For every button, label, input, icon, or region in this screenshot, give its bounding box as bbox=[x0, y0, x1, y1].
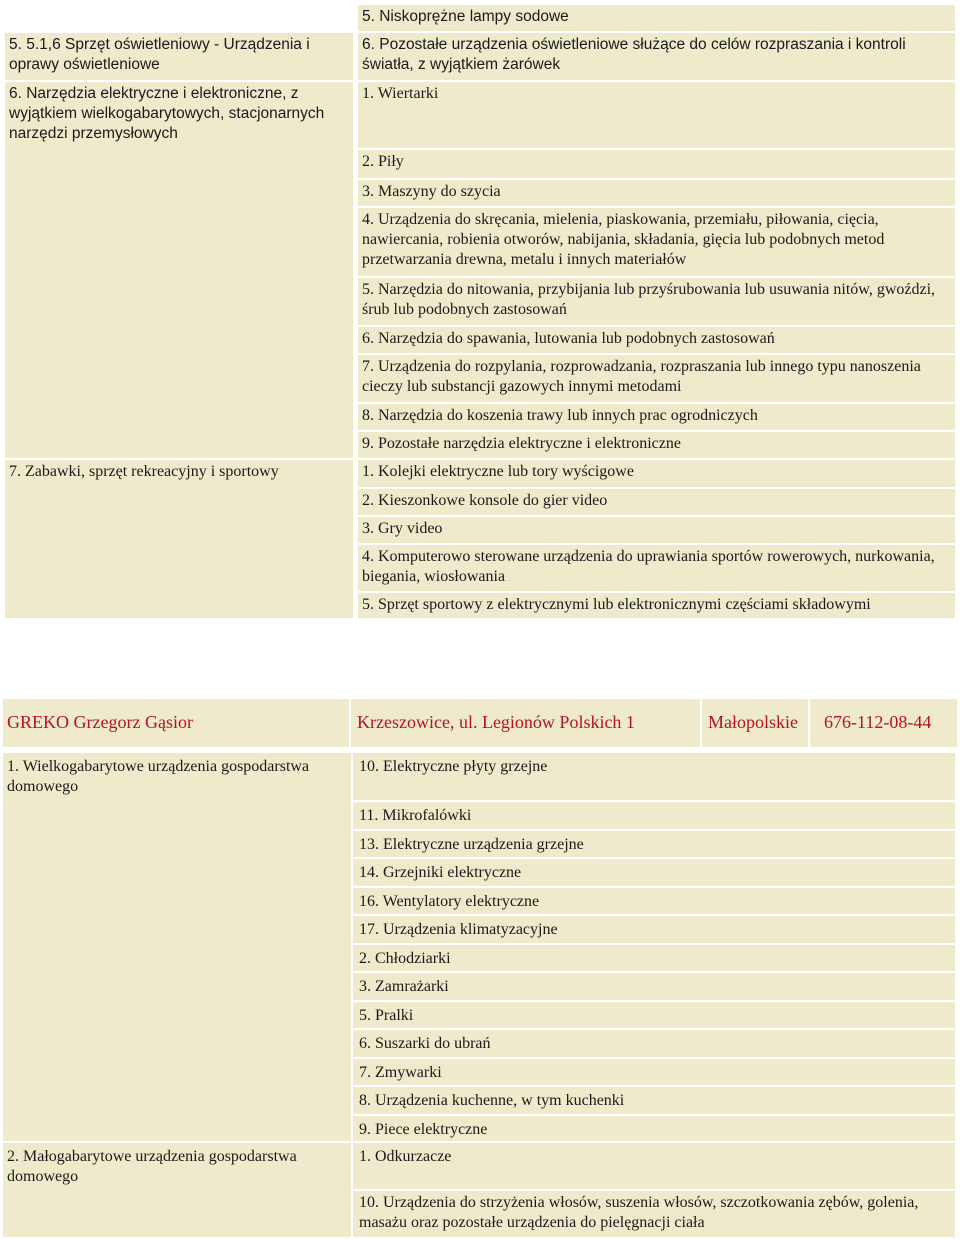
subcategory-cell: 5. Narzędzia do nitowania, przybijania lub przyśrubowania lub usuwania nitów, gwoździ, śrub lub podobnych zastosowań bbox=[358, 278, 955, 325]
subcategory-cell: 5. Niskoprężne lampy sodowe bbox=[358, 5, 955, 31]
subcategory-cell: 8. Narzędzia do koszenia trawy lub innych prac ogrodniczych bbox=[358, 404, 955, 430]
subcategory-cell: 1. Kolejki elektryczne lub tory wyścigowe bbox=[358, 460, 955, 487]
company-address: Krzeszowice, ul. Legionów Polskich 1 bbox=[351, 699, 700, 747]
subcategory-cell: 9. Pozostałe narzędzia elektryczne i elektroniczne bbox=[358, 432, 955, 458]
subcategory-cell: 6. Narzędzia do spawania, lutowania lub podobnych zastosowań bbox=[358, 327, 955, 353]
subcategory-cell: 4. Urządzenia do skręcania, mielenia, piaskowania, przemiału, piłowania, cięcia, nawiercania, robienia otworów, nabijania, składania, gięcia lub podobnych metod przetwarzania drewna, metalu i innych materiałów bbox=[358, 208, 955, 276]
category-cell: 1. Wielkogabarytowe urządzenia gospodarstwa domowego bbox=[3, 753, 351, 1141]
subcategory-cell: 3. Maszyny do szycia bbox=[358, 180, 955, 206]
company-name: GREKO Grzegorz Gąsior bbox=[3, 699, 349, 747]
subcategory-cell: 2. Chłodziarki bbox=[353, 945, 955, 971]
subcategory-cell: 8. Urządzenia kuchenne, w tym kuchenki bbox=[353, 1087, 955, 1114]
category-cell: 2. Małogabarytowe urządzenia gospodarstwa domowego bbox=[3, 1143, 351, 1237]
subcategory-cell: 7. Urządzenia do rozpylania, rozprowadzania, rozpraszania lub innego typu nanoszenia cieczy lub substancji gazowych innymi metodami bbox=[358, 355, 955, 402]
subcategory-cell: 2. Kieszonkowe konsole do gier video bbox=[358, 489, 955, 515]
subcategory-cell: 5. Pralki bbox=[353, 1002, 955, 1028]
subcategory-cell: 6. Pozostałe urządzenia oświetleniowe służące do celów rozpraszania i kontroli światła, z wyjątkiem żarówek bbox=[358, 33, 955, 80]
subcategory-cell: 6. Suszarki do ubrań bbox=[353, 1030, 955, 1057]
category-cell: 7. Zabawki, sprzęt rekreacyjny i sportowy bbox=[5, 460, 353, 618]
category-cell: 5. 5.1,6 Sprzęt oświetleniowy - Urządzenia i oprawy oświetleniowe bbox=[5, 33, 353, 80]
subcategory-cell: 13. Elektryczne urządzenia grzejne bbox=[353, 831, 955, 857]
subcategory-cell: 10. Urządzenia do strzyżenia włosów, suszenia włosów, szczotkowania zębów, golenia, masażu oraz pozostałe urządzenia do pielęgnacji ciała bbox=[353, 1191, 955, 1237]
subcategory-cell: 11. Mikrofalówki bbox=[353, 802, 955, 829]
subcategory-cell: 10. Elektryczne płyty grzejne bbox=[353, 753, 955, 800]
subcategory-cell: 7. Zmywarki bbox=[353, 1059, 955, 1085]
subcategory-cell: 1. Odkurzacze bbox=[353, 1143, 955, 1189]
subcategory-cell: 3. Zamrażarki bbox=[353, 973, 955, 1000]
company-region: Małopolskie bbox=[702, 699, 808, 747]
subcategory-cell: 2. Piły bbox=[358, 150, 955, 178]
subcategory-cell: 4. Komputerowo sterowane urządzenia do uprawiania sportów rowerowych, nurkowania, biegania, wiosłowania bbox=[358, 545, 955, 591]
subcategory-cell: 17. Urządzenia klimatyzacyjne bbox=[353, 916, 955, 943]
subcategory-cell: 14. Grzejniki elektryczne bbox=[353, 859, 955, 886]
subcategory-cell: 1. Wiertarki bbox=[358, 82, 955, 148]
subcategory-cell: 16. Wentylatory elektryczne bbox=[353, 888, 955, 914]
subcategory-cell: 5. Sprzęt sportowy z elektrycznymi lub elektronicznymi częściami składowymi bbox=[358, 593, 955, 618]
category-cell: 6. Narzędzia elektryczne i elektroniczne, z wyjątkiem wielkogabarytowych, stacjonarnych narzędzi przemysłowych bbox=[5, 82, 353, 458]
subcategory-cell: 9. Piece elektryczne bbox=[353, 1116, 955, 1141]
subcategory-cell: 3. Gry video bbox=[358, 517, 955, 543]
company-nip: 676-112-08-44 bbox=[810, 699, 957, 747]
